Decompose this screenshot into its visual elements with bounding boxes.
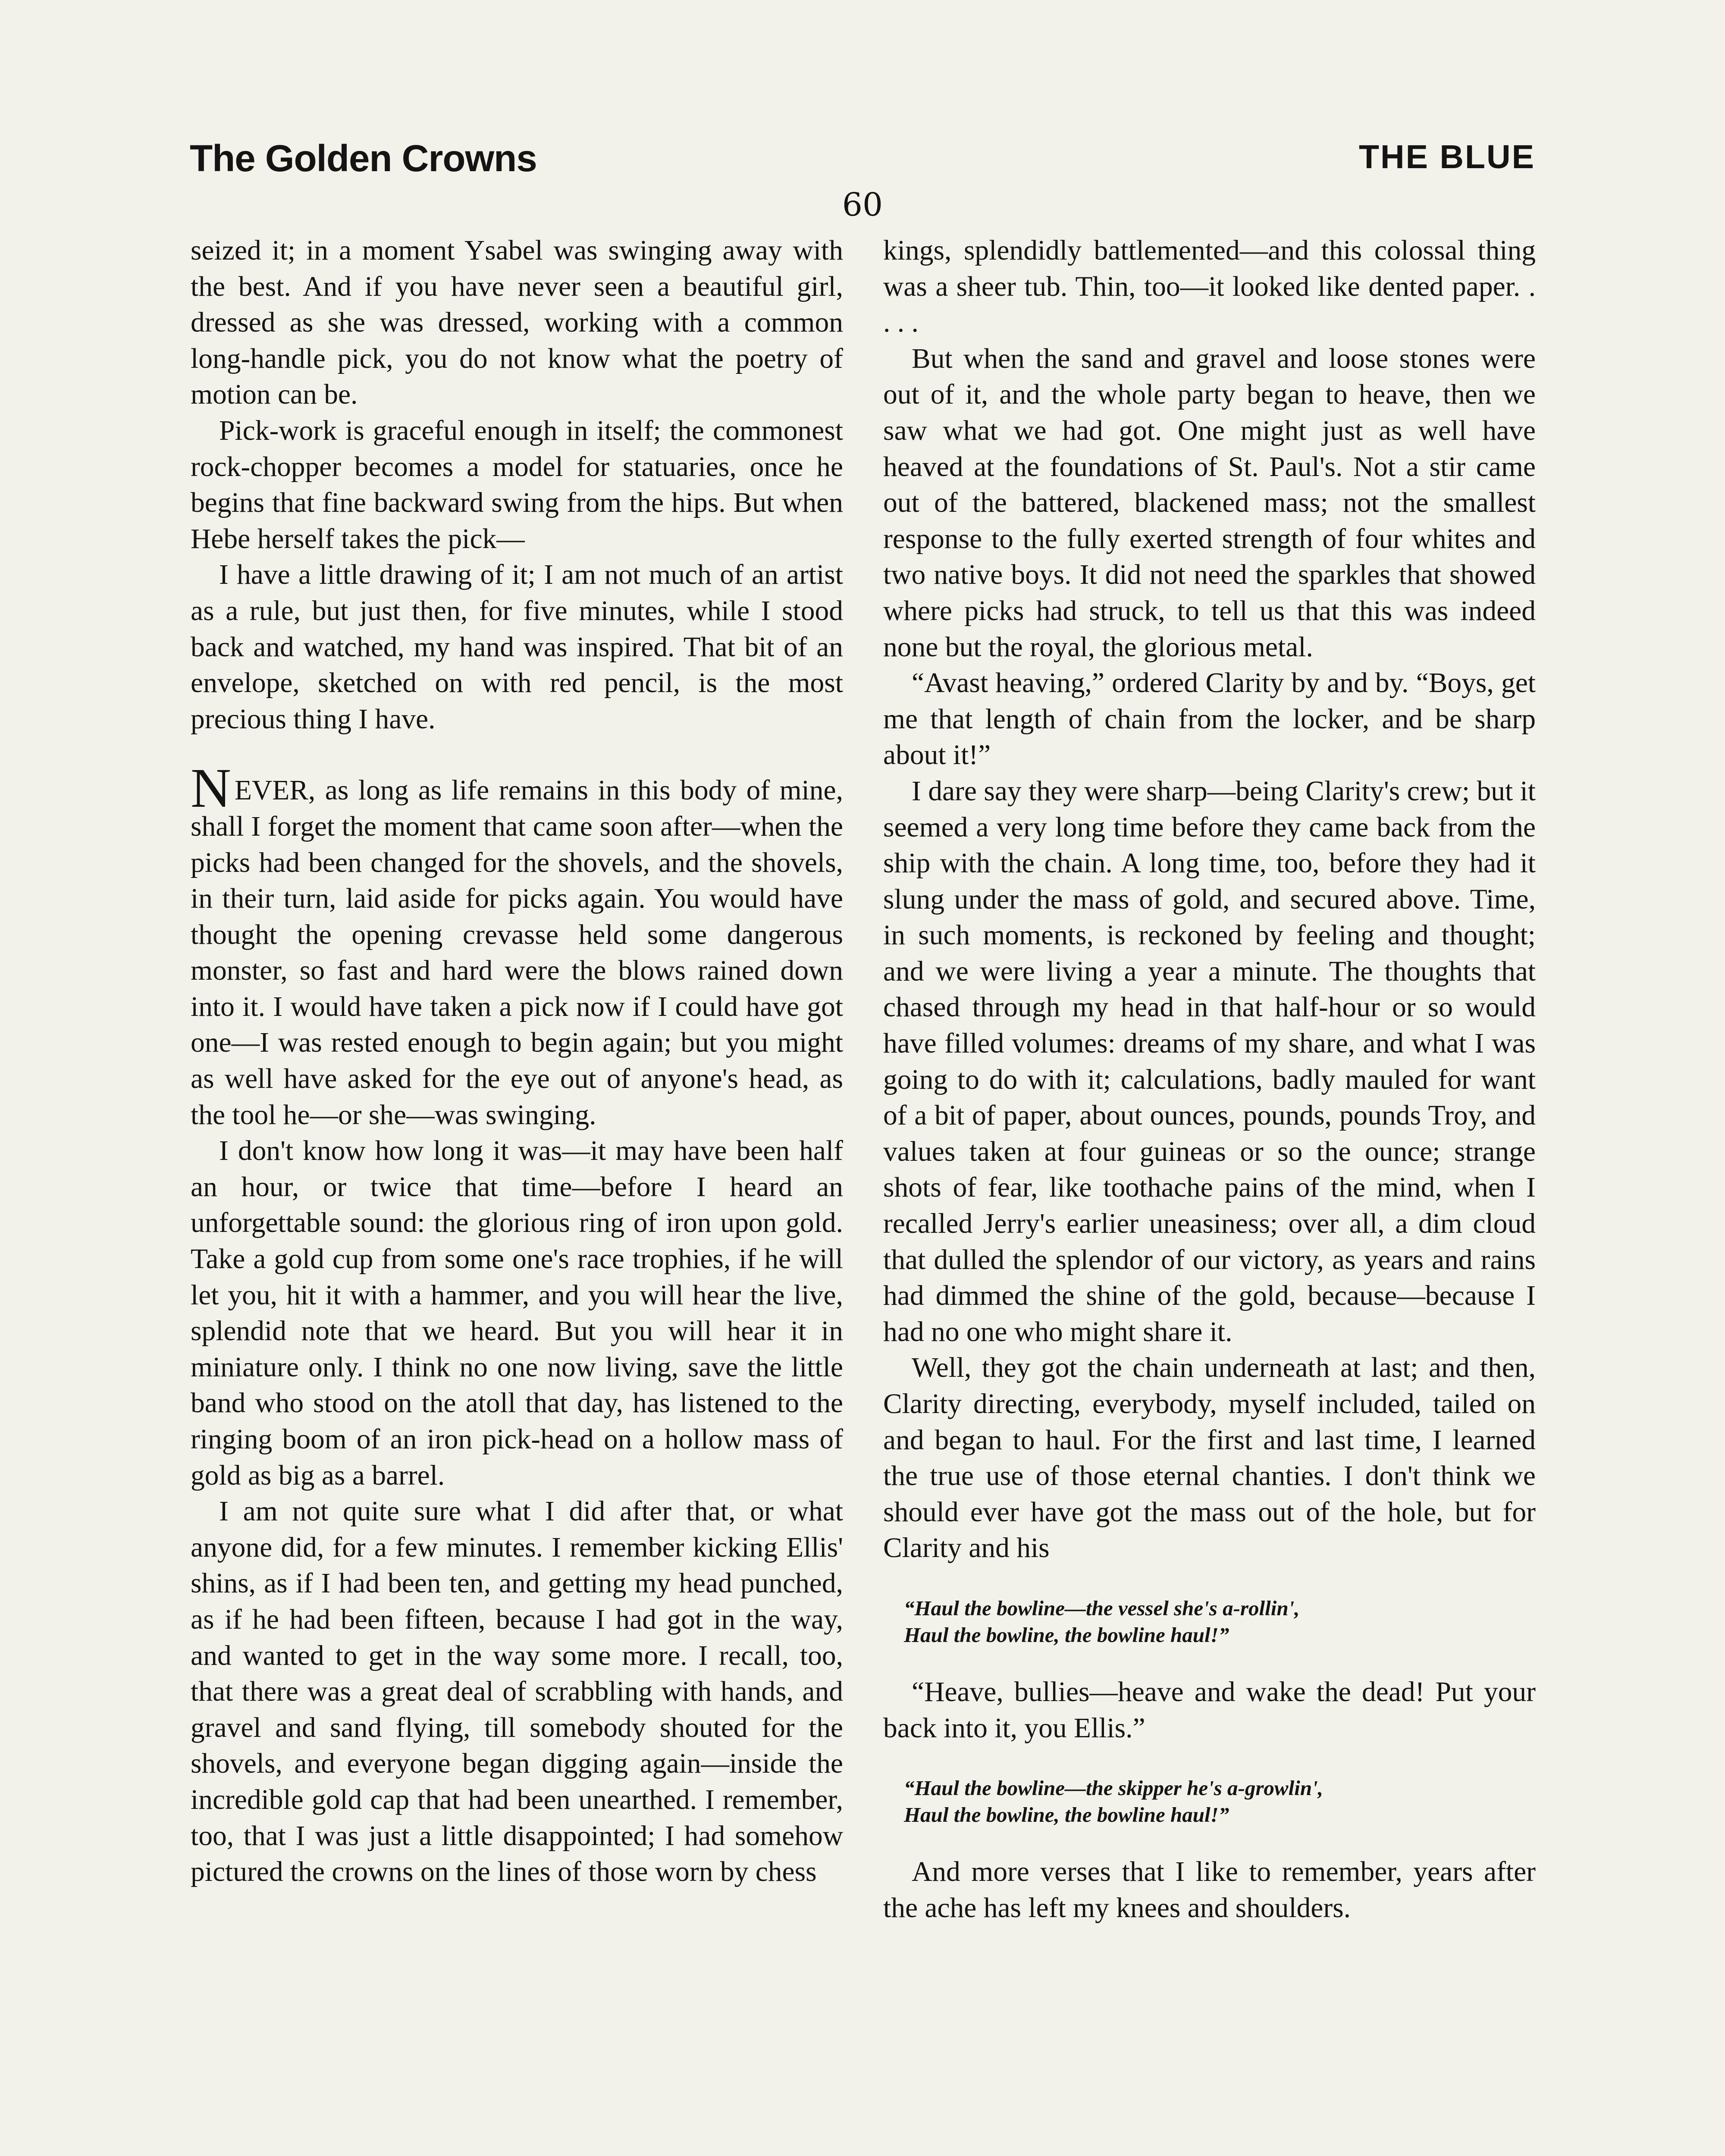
- right-column: [883, 233, 1536, 1926]
- paragraph: I don't know how long it was—it may have been half an hour, or twice that time—before I heard an unforgettable sound: the glorious ring of iron upon gold. Take a gold cup from some one's race trophies, if he will let you, hit it with a hammer, and you will hear the live, splendid note that we heard. But you will hear it in miniature only. I think no one now living, save the little band who stood on the atoll that day, has listened to the ringing boom of an iron pick-head on a hollow mass of gold as big as a barrel.: [191, 1135, 843, 1491]
- paragraph: I am not quite sure what I did after that, or what anyone did, for a few minutes. I remember kicking Ellis' shins, as if I had been ten, and getting my head punched, as if he had been fifteen, because I had got in the way, and wanted to get in the way some more. I recall, too, that there was a great deal of scrabbling with hands, and gravel and sand flying, till somebody shouted for the shovels, and everyone began digging again—inside the incredible gold cap that had been unearthed. I remember, too, that I was just a little disappointed; I had somehow pictured the crowns on the lines of those worn by chess: [191, 1496, 843, 1888]
- paragraph: I dare say they were sharp—being Clarity's crew; but it seemed a very long time before they came back from the ship with the chain. A long time, too, before they had it slung under the mass of gold, and secured above. Time, in such moments, is reckoned by feeling and thought; and we were living a year a minute. The thoughts that chased through my head in that half-hour or so would have filled volumes: dreams of my share, and what I was going to do with it; calculations, badly mauled for want of a bit of paper, about ounces, pounds, pounds Troy, and values taken at four guineas or so the ounce; strange shots of fear, like toothache pains of the mind, when I recalled Jerry's earlier uneasiness; over all, a dim cloud that dulled the splendor of our victory, as years and rains had dimmed the shine of the gold, because—because I had no one who might share it.: [883, 775, 1536, 1348]
- chanty-verse: [904, 1595, 1536, 1648]
- verse-line: Haul the bowline, the bowline haul!”: [904, 1803, 1229, 1827]
- paragraph: And more verses that I like to remember, years after the ache has left my knees and shoulders.: [883, 1856, 1536, 1924]
- verse-line: “Haul the bowline—the vessel she's a-rollin',: [904, 1596, 1300, 1620]
- paragraph: seized it; in a moment Ysabel was swinging away with the best. And if you have never seen a beautiful girl, dressed as she was dressed, working with a common long-handle pick, you do not know what the poetry of motion can be.: [191, 235, 843, 411]
- paragraph: Well, they got the chain underneath at last; and then, Clarity directing, everybody, myself included, tailed on and began to haul. For the first and last time, I learned the true use of those eternal chanties. I don't think we should ever have got the mass out of the hole, but for Clarity and his: [883, 1352, 1536, 1564]
- paragraph: I have a little drawing of it; I am not much of an artist as a rule, but just then, for five minutes, while I stood back and watched, my hand was inspired. That bit of an envelope, sketched on with red pencil, is the most precious thing I have.: [191, 559, 843, 735]
- left-column: [191, 233, 843, 1890]
- paragraph: kings, splendidly battlemented—and this colossal thing was a sheer tub. Thin, too—it looked like dented paper. . . . .: [883, 235, 1536, 338]
- section-opening-paragraph: NEVER, as long as life remains in this body of mine, shall I forget the moment that came soon after—when the picks had been changed for the shovels, and the shovels, in their turn, laid aside for picks again. You would have thought the opening crevasse held some dangerous monster, so fast and hard were the blows rained down into it. I would have taken a pick now if I could have got one—I was rested enough to begin again; but you might as well have asked for the eye out of anyone's head, as the tool he—or she—was swinging.: [191, 757, 843, 1131]
- verse-line: Haul the bowline, the bowline haul!”: [904, 1623, 1229, 1647]
- paragraph: “Avast heaving,” ordered Clarity by and by. “Boys, get me that length of chain from the locker, and be sharp about it!”: [883, 667, 1536, 771]
- running-title: The Golden Crowns: [190, 138, 537, 179]
- verse-line: “Haul the bowline—the skipper he's a-growlin',: [904, 1776, 1323, 1800]
- paragraph: Pick-work is graceful enough in itself; the commonest rock-chopper becomes a model for statuaries, once he begins that fine backward swing from the hips. But when Hebe herself takes the pick—: [191, 415, 843, 555]
- chanty-verse: [904, 1775, 1536, 1828]
- magazine-title: THE BLUE: [1359, 138, 1535, 175]
- paragraph: “Heave, bullies—heave and wake the dead! Put your back into it, you Ellis.”: [883, 1676, 1536, 1744]
- paragraph: But when the sand and gravel and loose stones were out of it, and the whole party began to heave, then we saw what we had got. One might just as well have heaved at the foundations of St. Paul's. Not a stir came out of the battered, blackened mass; not the smallest response to the fully exerted strength of four whites and two native boys. It did not need the sparkles that showed where picks had struck, to tell us that this was indeed none but the royal, the glorious metal.: [883, 343, 1536, 663]
- page-number: 60: [842, 186, 883, 223]
